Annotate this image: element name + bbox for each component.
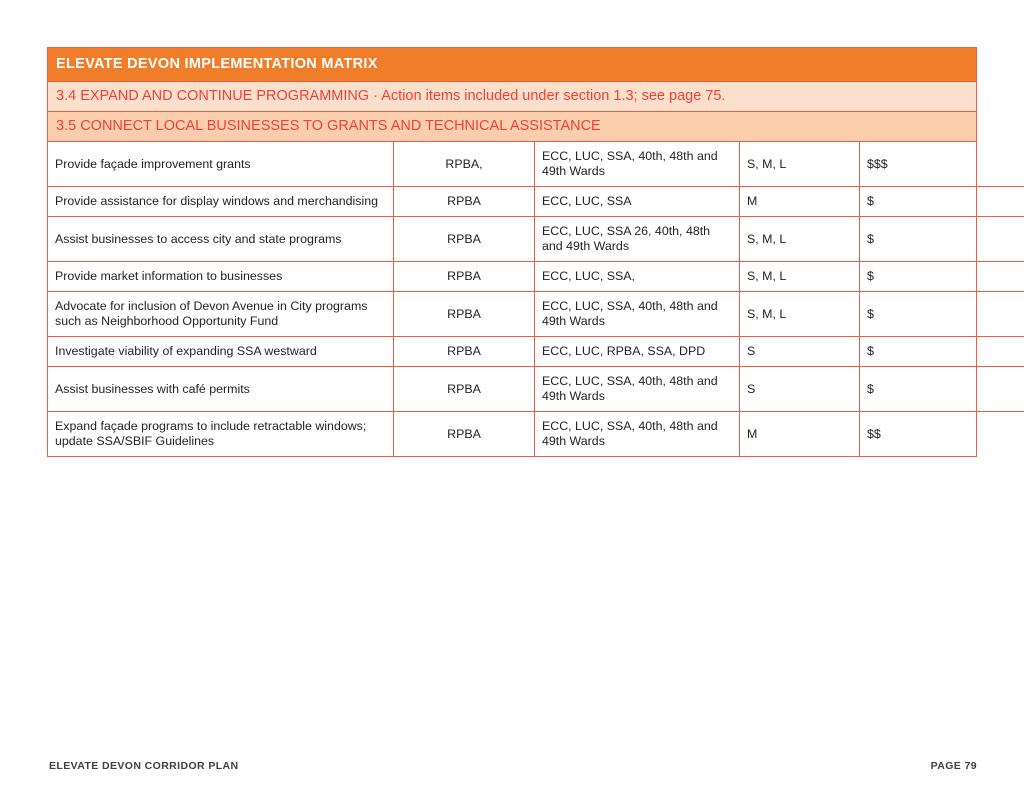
matrix-title: ELEVATE DEVON IMPLEMENTATION MATRIX — [48, 48, 976, 82]
table-row — [48, 262, 1024, 292]
cell-lead: RPBA — [394, 187, 535, 217]
cell-cost: $ — [860, 337, 1024, 367]
cell-timeframe: S, M, L — [740, 262, 860, 292]
cell-lead: RPBA — [394, 292, 535, 337]
table-row — [48, 142, 1024, 187]
cell-timeframe: S — [740, 337, 860, 367]
cell-lead: RPBA — [394, 367, 535, 412]
cell-timeframe: S, M, L — [740, 217, 860, 262]
cell-partners: ECC, LUC, RPBA, SSA, DPD — [535, 337, 740, 367]
cell-action: Provide market information to businesses — [48, 262, 394, 292]
footer-plan-title: ELEVATE DEVON CORRIDOR PLAN — [49, 760, 239, 772]
cell-cost: $ — [860, 187, 1024, 217]
section-heading: CONNECT LOCAL BUSINESSES TO GRANTS AND TECHNICAL ASSISTANCE — [80, 118, 601, 134]
cell-lead: RPBA — [394, 412, 535, 457]
table-row — [48, 187, 1024, 217]
cell-action: Provide façade improvement grants — [48, 142, 394, 187]
cell-timeframe: M — [740, 412, 860, 457]
cell-timeframe: M — [740, 187, 860, 217]
section-number: 3.4 — [56, 88, 77, 104]
cell-action: Expand façade programs to include retractable windows; update SSA/SBIF Guidelines — [48, 412, 394, 457]
cell-timeframe: S, M, L — [740, 292, 860, 337]
cell-action: Advocate for inclusion of Devon Avenue in City programs such as Neighborhood Opportunity Fund — [48, 292, 394, 337]
cell-partners: ECC, LUC, SSA, 40th, 48th and 49th Wards — [535, 292, 740, 337]
cell-cost: $$ — [860, 412, 1024, 457]
cell-timeframe: S, M, L — [740, 142, 860, 187]
cell-lead: RPBA — [394, 217, 535, 262]
table-row — [48, 217, 1024, 262]
table-row — [48, 412, 1024, 457]
cell-timeframe: S — [740, 367, 860, 412]
cell-lead: RPBA — [394, 337, 535, 367]
cell-partners: ECC, LUC, SSA 26, 40th, 48th and 49th Wards — [535, 217, 740, 262]
cell-cost: $ — [860, 367, 1024, 412]
section-row-3-4 — [48, 82, 976, 112]
section-note: Action items included under section 1.3; see page 75. — [381, 88, 726, 104]
cell-action: Assist businesses with café permits — [48, 367, 394, 412]
section-heading: EXPAND AND CONTINUE PROGRAMMING — [80, 88, 370, 104]
section-row-3-5 — [48, 112, 976, 142]
cell-partners: ECC, LUC, SSA, 40th, 48th and 49th Wards — [535, 367, 740, 412]
cell-cost: $ — [860, 292, 1024, 337]
action-items-table — [48, 142, 1024, 456]
cell-cost: $ — [860, 217, 1024, 262]
cell-partners: ECC, LUC, SSA — [535, 187, 740, 217]
cell-action: Investigate viability of expanding SSA westward — [48, 337, 394, 367]
cell-cost: $ — [860, 262, 1024, 292]
cell-partners: ECC, LUC, SSA, 40th, 48th and 49th Wards — [535, 412, 740, 457]
cell-partners: ECC, LUC, SSA, — [535, 262, 740, 292]
table-row — [48, 337, 1024, 367]
cell-action: Provide assistance for display windows and merchandising — [48, 187, 394, 217]
cell-cost: $$$ — [860, 142, 1024, 187]
cell-lead: RPBA, — [394, 142, 535, 187]
table-row — [48, 367, 1024, 412]
footer-page-number: PAGE 79 — [930, 760, 977, 772]
page-footer — [0, 760, 1024, 780]
table-row — [48, 292, 1024, 337]
section-separator: · — [373, 88, 379, 104]
cell-partners: ECC, LUC, SSA, 40th, 48th and 49th Wards — [535, 142, 740, 187]
implementation-matrix-table — [47, 47, 977, 457]
cell-action: Assist businesses to access city and state programs — [48, 217, 394, 262]
section-number: 3.5 — [56, 118, 77, 134]
cell-lead: RPBA — [394, 262, 535, 292]
